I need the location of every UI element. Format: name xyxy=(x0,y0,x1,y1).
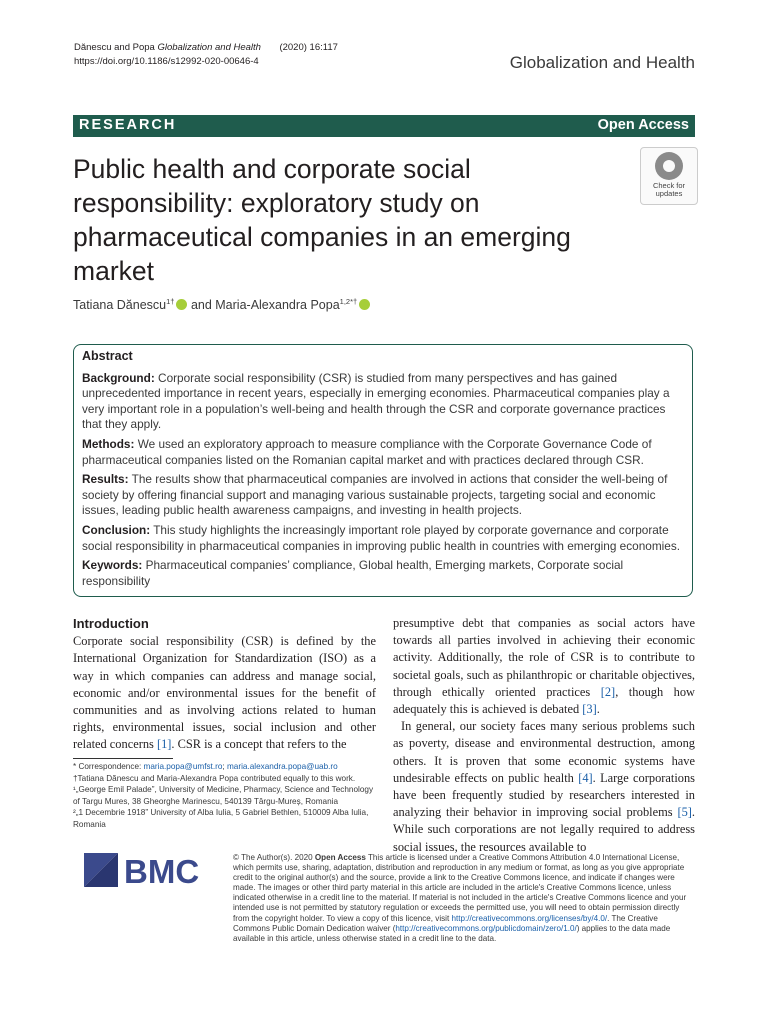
keywords-text: Pharmaceutical companies’ compliance, Global health, Emerging markets, Corporate social responsibility xyxy=(82,558,624,588)
author-list xyxy=(73,297,370,312)
abstract-heading: Abstract xyxy=(82,349,133,363)
col2-text: presumptive debt that companies as social actors have towards all parties involved in achieving their economic activity. Additionally, the role of CSR is to contribute to societal goals, such as philanthropic or charitable objectives, through ethically oriented practices xyxy=(393,616,695,699)
right-column xyxy=(393,615,695,856)
bmc-logo-text: BMC xyxy=(124,853,200,887)
ref-link[interactable]: [3] xyxy=(582,702,597,717)
email-link[interactable]: maria.popa@umfst.ro xyxy=(143,762,223,771)
article-type: RESEARCH xyxy=(79,117,177,133)
abstract-conclusion xyxy=(82,523,686,554)
cite-authors: Dănescu and Popa xyxy=(74,42,155,53)
author-1[interactable]: Tatiana Dănescu xyxy=(73,298,167,313)
intro-text-b: . CSR is a concept that refers to the xyxy=(171,737,347,752)
results-label: Results: xyxy=(82,472,129,487)
author-2-sup: 1,2*† xyxy=(339,297,358,306)
orcid-icon[interactable] xyxy=(176,299,187,310)
bmc-logo[interactable] xyxy=(84,853,216,887)
introduction-heading: Introduction xyxy=(73,616,149,631)
author-1-sup: 1† xyxy=(166,297,175,306)
affiliation-1: ¹„George Emil Palade”, University of Medicine, Pharmacy, Science and Technology of Targu Mures, 38 Gheorghe Marinescu, 540139 Târgu-Mureș, Romania xyxy=(73,785,374,806)
equal-contribution-note: †Tatiana Dănescu and Maria-Alexandra Popa contributed equally to this work. xyxy=(73,773,356,783)
abstract-background xyxy=(82,371,686,433)
license-body: . The Creative Commons Public Domain Dedication waiver ( xyxy=(233,913,658,933)
ref-link[interactable]: [1] xyxy=(156,737,172,752)
col2-text: . While such corporations are not legally required to address social issues, the resources available to xyxy=(393,805,695,854)
badge-line1: Check for xyxy=(652,181,686,190)
background-text: Corporate social responsibility (CSR) is studied from many perspectives and has gained unprecedented importance in recent years, especially in emerging economies. Pharmaceutical companies play a very important role in a population’s well-being and health through the CSR and corporate governance practices that they apply. xyxy=(82,370,670,432)
conclusion-text: This study highlights the increasingly important role played by corporate governance and corporate social responsibility in pharmaceutical companies in improving public health in countries with emerging economies. xyxy=(82,522,681,553)
ref-link[interactable]: [2] xyxy=(600,684,616,699)
left-column xyxy=(73,615,376,754)
badge-line2: updates xyxy=(655,189,683,198)
email-separator: ; xyxy=(222,762,227,771)
cc-by-link[interactable]: http://creativecommons.org/licenses/by/4.0/ xyxy=(451,913,608,923)
footnotes xyxy=(73,761,376,830)
col2-text: , though how adequately this is achieved is debated xyxy=(393,684,695,717)
article-type-bar xyxy=(73,115,695,137)
footnote-divider xyxy=(73,758,173,759)
methods-label: Methods: xyxy=(82,436,135,451)
orcid-icon[interactable] xyxy=(359,299,370,310)
intro-paragraph xyxy=(73,633,376,753)
col2-text: . Large corporations have been frequently studied by researchers interested in analyzing their behavior in improving social problems xyxy=(393,770,695,820)
license-body: ) applies to the data made available in this article, unless otherwise stated in a credit line to the data. xyxy=(233,923,671,943)
cite-journal: Globalization and Health xyxy=(157,42,261,53)
ref-link[interactable]: [4] xyxy=(578,770,593,785)
journal-name: Globalization and Health xyxy=(509,53,695,72)
abstract-keywords xyxy=(82,558,686,589)
check-updates-icon xyxy=(655,152,683,180)
ref-link[interactable]: [5] xyxy=(677,805,692,820)
correspondence xyxy=(73,761,376,773)
license-text xyxy=(233,853,693,944)
col2-text: In general, our society faces many serious problems such as poverty, disease and environmental destruction, among others. It is proven that some economic systems have undesirable effects on public health xyxy=(393,719,695,785)
citation-header xyxy=(74,41,338,69)
conclusion-label: Conclusion: xyxy=(82,522,151,537)
intro-text-a: Corporate social responsibility (CSR) is defined by the International Organization for Standardization (ISO) as a way in which companies can address and manage social, economic and/or environmental issues for the benefit of communities and as involving actions related to human rights, environmental issues, social inclusion and other related concerns xyxy=(73,634,376,752)
check-for-updates-badge[interactable] xyxy=(640,147,698,205)
methods-text: We used an exploratory approach to measure compliance with the Corporate Governance Code of pharmaceutical companies listed on the Romanian capital market and with practices declared through CSR. xyxy=(82,436,652,467)
cite-volume: (2020) 16:117 xyxy=(279,42,338,53)
license-body: This article is licensed under a Creative Commons Attribution 4.0 International License, which permits use, sharing, adaptation, distribution and reproduction in any medium or format, as long as you give appropriate credit to the original author(s) and the source, provide a link to the Creative Commons licence, and indicate if changes were made. The images or other third party material in this article are included in the article's Creative Commons licence, unless indicated otherwise in a credit line to the material. If material is not included in the article's Creative Commons licence and your intended use is not permitted by statutory regulation or exceeds the permitted use, you will need to obtain permission directly from the copyright holder. To view a copy of this licence, visit xyxy=(233,853,687,923)
license-lead: © The Author(s). 2020 xyxy=(233,853,315,862)
corr-label: * Correspondence: xyxy=(73,762,144,771)
article-title: Public health and corporate social responsibility: exploratory study on pharmaceutical companies in an emerging market xyxy=(73,154,571,286)
background-label: Background: xyxy=(82,370,155,385)
open-access-label: Open Access xyxy=(597,117,689,133)
keywords-label: Keywords: xyxy=(82,558,143,573)
affiliation-2: ²„1 Decembrie 1918” University of Alba Iulia, 5 Gabriel Bethlen, 510009 Alba Iulia, Romania xyxy=(73,808,369,829)
col2-paragraph-2 xyxy=(393,718,695,856)
doi-link[interactable]: https://doi.org/10.1186/s12992-020-00646-4 xyxy=(74,56,259,67)
col2-text: . xyxy=(596,702,600,717)
abstract-methods xyxy=(82,437,686,468)
abstract-results xyxy=(82,472,686,519)
author-2[interactable]: and Maria-Alexandra Popa xyxy=(187,298,340,313)
cc-zero-link[interactable]: http://creativecommons.org/publicdomain/zero/1.0/ xyxy=(395,923,577,933)
col2-paragraph-1 xyxy=(393,615,695,718)
abstract-box xyxy=(73,344,693,597)
license-oa: Open Access xyxy=(314,853,366,862)
email-link[interactable]: maria.alexandra.popa@uab.ro xyxy=(226,762,338,771)
results-text: The results show that pharmaceutical companies are involved in actions that consider the well-being of society by offering financial support and managing various sustainable projects, targeting social and economic issues, leading public health awareness campaigns, and investing in health projects. xyxy=(82,472,668,518)
